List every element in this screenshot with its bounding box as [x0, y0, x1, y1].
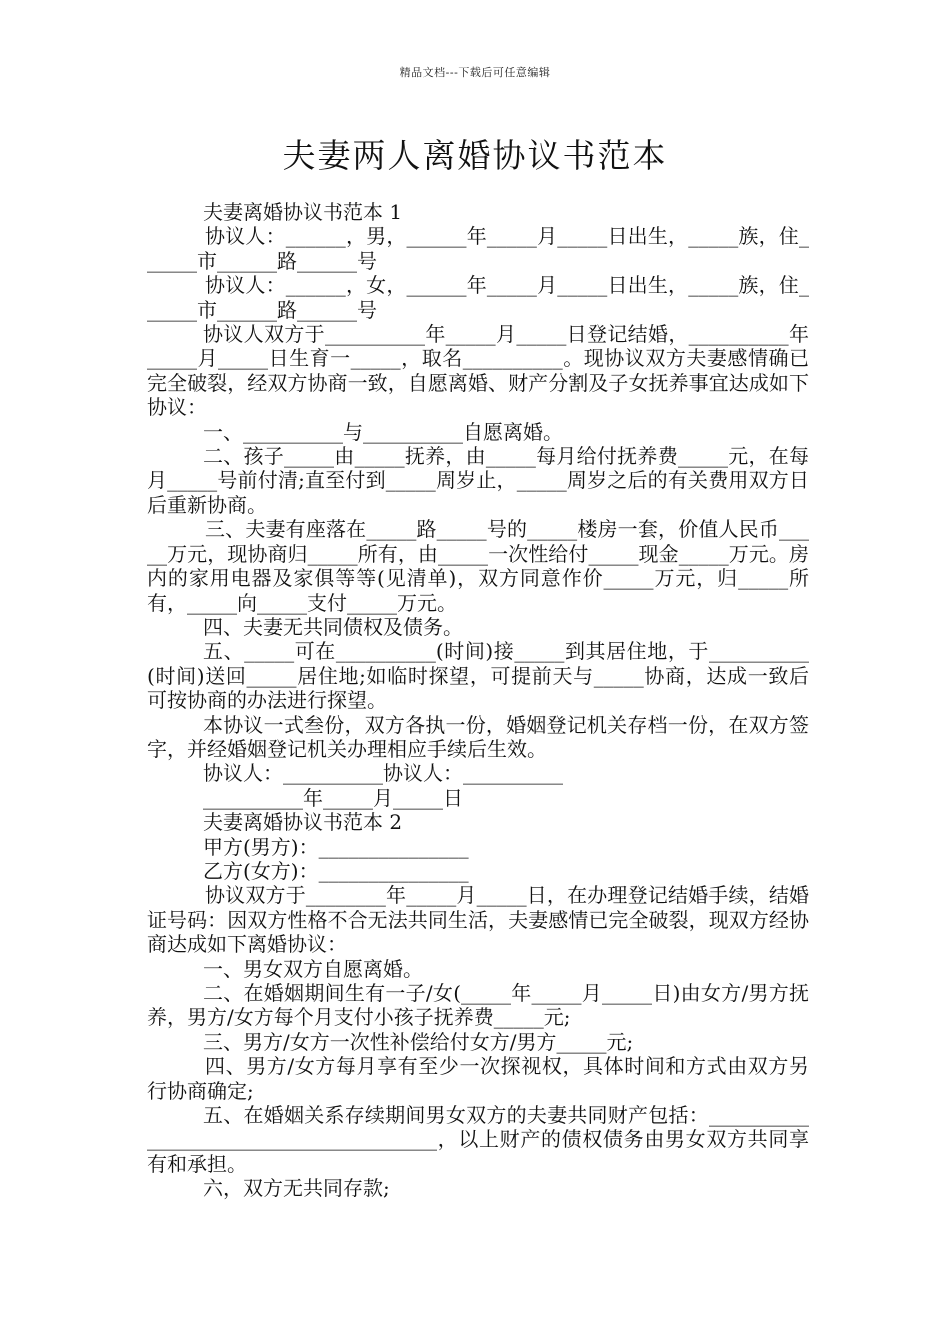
paragraph: 三、夫妻有座落在_____路_____号的_____楼房一套，价值人民币_____万元，现协商归_____所有，由_____一次性给付_____现金_____万元。房内的家用电器及家俱等等(见清单)，双方同意作价_____万元，归_____所有，_____向_____支付_____万元。 — [147, 517, 809, 615]
paragraph: 甲方(男方)：_______________ — [203, 834, 469, 859]
paragraph: 协议人：__________协议人：__________ — [203, 761, 563, 786]
document-body — [147, 200, 809, 1201]
paragraph: 二、孩子_____由_____抚养，由_____每月给付抚养费_____元，在每月_____号前付清;直至付到_____周岁止，_____周岁之后的有关费用双方日后重新协商。 — [147, 444, 809, 517]
paragraph: 协议人：______，男，______年_____月_____日出生，_____族，住______市______路______号 — [147, 224, 809, 273]
paragraph: __________年_____月_____日 — [203, 785, 463, 810]
paragraph: 一、男女双方自愿离婚。 — [203, 956, 423, 981]
paragraph: 六，双方无共同存款; — [203, 1176, 390, 1201]
paragraph: 三、男方/女方一次性补偿给付女方/男方_____元; — [203, 1029, 634, 1054]
paragraph: 协议人双方于__________年_____月_____日登记结婚，__________年_____月_____日生育一_____，取名__________。现协议双方夫妻感情确已完全破裂，经双方协商一致，自愿离婚、财产分割及子女抚养事宜达成如下协议： — [147, 322, 809, 420]
paragraph: 夫妻离婚协议书范本 2 — [203, 810, 403, 835]
page-header: 精品文档---下载后可任意编辑 — [399, 66, 551, 79]
paragraph: 四、男方/女方每月享有至少一次探视权，具体时间和方式由双方另行协商确定; — [147, 1054, 809, 1103]
paragraph: 协议双方于________年_____月_____日，在办理登记结婚手续，结婚证号码：因双方性格不合无法共同生活，夫妻感情已完全破裂，现双方经协商达成如下离婚协议： — [147, 883, 809, 957]
document-title: 夫妻两人离婚协议书范本 — [282, 136, 668, 175]
paragraph: 一、__________与__________自愿离婚。 — [203, 419, 563, 444]
paragraph: 协议人：______，女，______年_____月_____日出生，_____族，住______市______路______号 — [147, 273, 809, 322]
paragraph: 夫妻离婚协议书范本 1 — [203, 200, 403, 224]
paragraph: 二、在婚姻期间生有一子/女(_____年_____月_____日)由女方/男方抚养，男方/女方每个月支付小孩子抚养费_____元; — [147, 981, 809, 1030]
paragraph: 四、夫妻无共同债权及债务。 — [203, 614, 463, 639]
paragraph: 五、_____可在__________(时间)接_____到其居住地，于__________(时间)送回_____居住地;如临时探望，可提前天与_____协商，达成一致后可按协商的办法进行探望。 — [147, 639, 809, 713]
paragraph: 五、在婚姻关系存续期间男女双方的夫妻共同财产包括：_______________________________________，以上财产的债权债务由男女双方共同享有和承担。 — [147, 1103, 809, 1176]
paragraph: 本协议一式叁份，双方各执一份，婚姻登记机关存档一份，在双方签字，并经婚姻登记机关办理相应手续后生效。 — [147, 712, 809, 761]
paragraph: 乙方(女方)：_______________ — [203, 858, 469, 883]
